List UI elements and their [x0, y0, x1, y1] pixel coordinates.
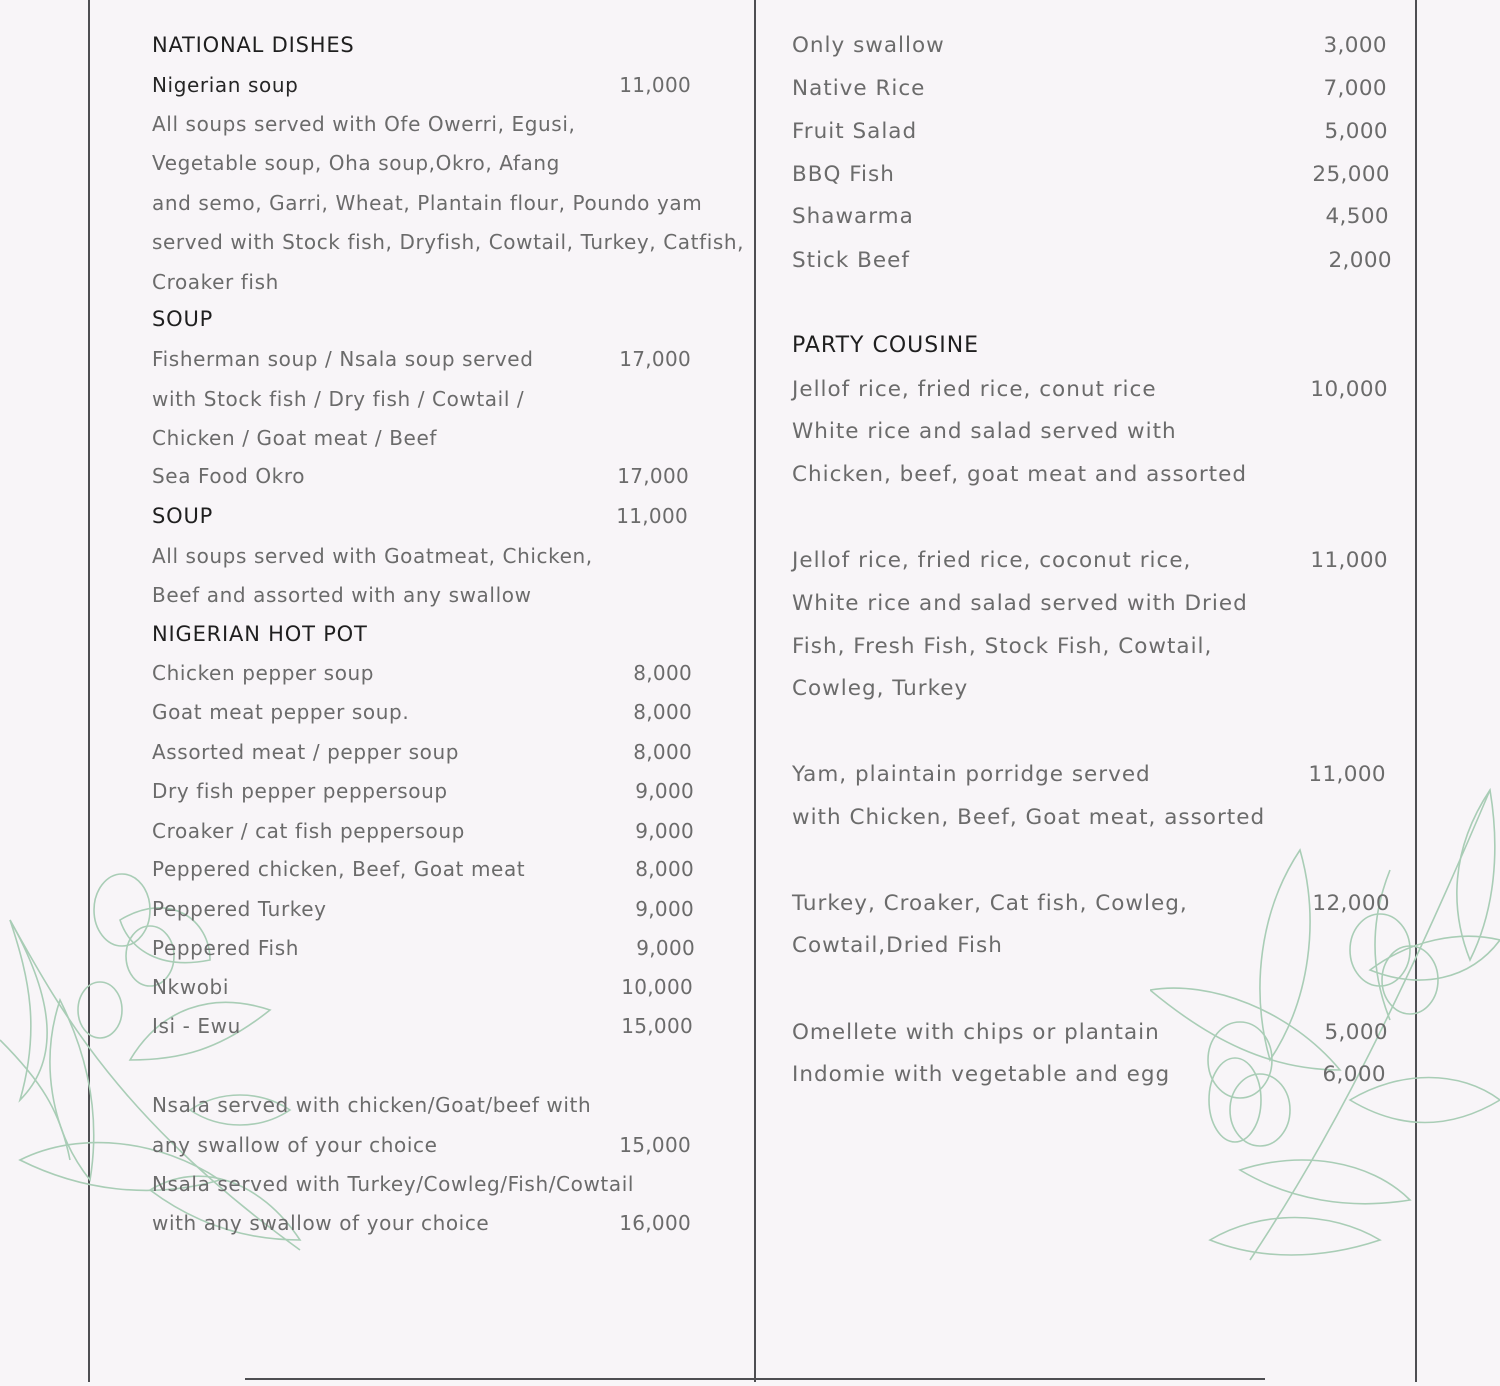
- hot-pot-item-price: 9,000: [636, 936, 695, 960]
- menu-item-price: 25,000: [1312, 162, 1390, 187]
- party-line: Jellof rice, fried rice, coconut rice,: [792, 548, 1192, 573]
- hot-pot-item-price: 15,000: [621, 1014, 693, 1038]
- soup-desc-line: All soups served with Goatmeat, Chicken,: [152, 544, 593, 568]
- fisherman-soup-line: Fisherman soup / Nsala soup served: [152, 347, 534, 371]
- menu-item-name: Native Rice: [792, 76, 926, 101]
- party-line: Cowleg, Turkey: [792, 676, 969, 701]
- soup-heading: SOUP: [152, 504, 214, 528]
- nsala-price: 16,000: [619, 1211, 691, 1235]
- party-line: Cowtail,Dried Fish: [792, 933, 1003, 958]
- party-cousine-heading: PARTY COUSINE: [792, 333, 980, 358]
- party-price: 11,000: [1308, 762, 1386, 787]
- hot-pot-item-price: 8,000: [633, 740, 692, 764]
- hot-pot-item-price: 9,000: [635, 819, 694, 843]
- party-line: White rice and salad served with Dried: [792, 591, 1248, 616]
- hot-pot-item-name: Dry fish pepper peppersoup: [152, 779, 448, 803]
- soup-heading: SOUP: [152, 307, 214, 331]
- nsala-line: any swallow of your choice: [152, 1133, 438, 1157]
- fisherman-soup-line: with Stock fish / Dry fish / Cowtail /: [152, 387, 525, 411]
- hot-pot-item-name: Assorted meat / pepper soup: [152, 740, 460, 764]
- nsala-price: 15,000: [619, 1133, 691, 1157]
- hot-pot-item-name: Chicken pepper soup: [152, 661, 375, 685]
- hot-pot-item-price: 8,000: [635, 857, 694, 881]
- hot-pot-item-name: Peppered Turkey: [152, 897, 327, 921]
- soup-price: 11,000: [616, 504, 688, 528]
- nigerian-soup-desc-line: Croaker fish: [152, 270, 279, 294]
- nsala-line: Nsala served with Turkey/Cowleg/Fish/Cowtail: [152, 1172, 635, 1196]
- menu-item-price: 5,000: [1324, 119, 1388, 144]
- party-line: Fish, Fresh Fish, Stock Fish, Cowtail,: [792, 634, 1213, 659]
- menu-item-name: Stick Beef: [792, 248, 910, 273]
- menu-item-name: Omellete with chips or plantain: [792, 1020, 1160, 1045]
- party-line: Yam, plaintain porridge served: [792, 762, 1151, 787]
- menu-item-price: 4,500: [1325, 204, 1389, 229]
- menu-item-price: 5,000: [1324, 1020, 1388, 1045]
- nigerian-soup-desc-line: and semo, Garri, Wheat, Plantain flour, Poundo yam: [152, 191, 703, 215]
- nigerian-soup-price: 11,000: [619, 73, 691, 97]
- center-divider-line: [754, 0, 756, 1382]
- party-line: White rice and salad served with: [792, 419, 1177, 444]
- menu-item-price: 7,000: [1323, 76, 1387, 101]
- menu-item-name: BBQ Fish: [792, 162, 895, 187]
- bottom-rule-line: [245, 1378, 1265, 1380]
- soup-desc-line: Beef and assorted with any swallow: [152, 583, 532, 607]
- party-line: with Chicken, Beef, Goat meat, assorted: [792, 805, 1266, 830]
- party-line: Chicken, beef, goat meat and assorted: [792, 462, 1247, 487]
- hot-pot-item-price: 9,000: [635, 779, 694, 803]
- hot-pot-item-name: Nkwobi: [152, 975, 229, 999]
- national-dishes-heading: NATIONAL DISHES: [152, 33, 355, 57]
- party-price: 11,000: [1310, 548, 1388, 573]
- party-line: Jellof rice, fried rice, conut rice: [792, 377, 1157, 402]
- hot-pot-item-price: 10,000: [621, 975, 693, 999]
- hot-pot-item-name: Goat meat pepper soup.: [152, 700, 410, 724]
- fisherman-soup-price: 17,000: [619, 347, 691, 371]
- hot-pot-item-name: Croaker / cat fish peppersoup: [152, 819, 465, 843]
- party-line: Turkey, Croaker, Cat fish, Cowleg,: [792, 891, 1188, 916]
- left-border-line: [88, 0, 90, 1382]
- seafood-okro-price: 17,000: [617, 464, 689, 488]
- seafood-okro-name: Sea Food Okro: [152, 464, 306, 488]
- menu-item-price: 3,000: [1323, 33, 1387, 58]
- party-price: 12,000: [1312, 891, 1390, 916]
- nigerian-soup-desc-line: served with Stock fish, Dryfish, Cowtail, Turkey, Catfish,: [152, 230, 745, 254]
- nigerian-soup-desc-line: Vegetable soup, Oha soup,Okro, Afang: [152, 151, 560, 175]
- menu-item-name: Indomie with vegetable and egg: [792, 1062, 1171, 1087]
- menu-item-price: 6,000: [1322, 1062, 1386, 1087]
- menu-item-name: Only swallow: [792, 33, 945, 58]
- menu-item-name: Fruit Salad: [792, 119, 918, 144]
- right-border-line: [1415, 0, 1417, 1382]
- hot-pot-item-name: Isi - Ewu: [152, 1014, 241, 1038]
- fisherman-soup-line: Chicken / Goat meat / Beef: [152, 426, 437, 450]
- menu-item-name: Shawarma: [792, 204, 914, 229]
- nsala-line: Nsala served with chicken/Goat/beef with: [152, 1093, 592, 1117]
- hot-pot-item-price: 9,000: [635, 897, 694, 921]
- hot-pot-item-price: 8,000: [633, 700, 692, 724]
- hot-pot-heading: NIGERIAN HOT POT: [152, 622, 368, 646]
- hot-pot-item-price: 8,000: [633, 661, 692, 685]
- nigerian-soup-name: Nigerian soup: [152, 73, 299, 97]
- hot-pot-item-name: Peppered chicken, Beef, Goat meat: [152, 857, 526, 881]
- menu-item-price: 2,000: [1328, 248, 1392, 273]
- hot-pot-item-name: Peppered Fish: [152, 936, 299, 960]
- nsala-line: with any swallow of your choice: [152, 1211, 490, 1235]
- nigerian-soup-desc-line: All soups served with Ofe Owerri, Egusi,: [152, 112, 576, 136]
- party-price: 10,000: [1310, 377, 1388, 402]
